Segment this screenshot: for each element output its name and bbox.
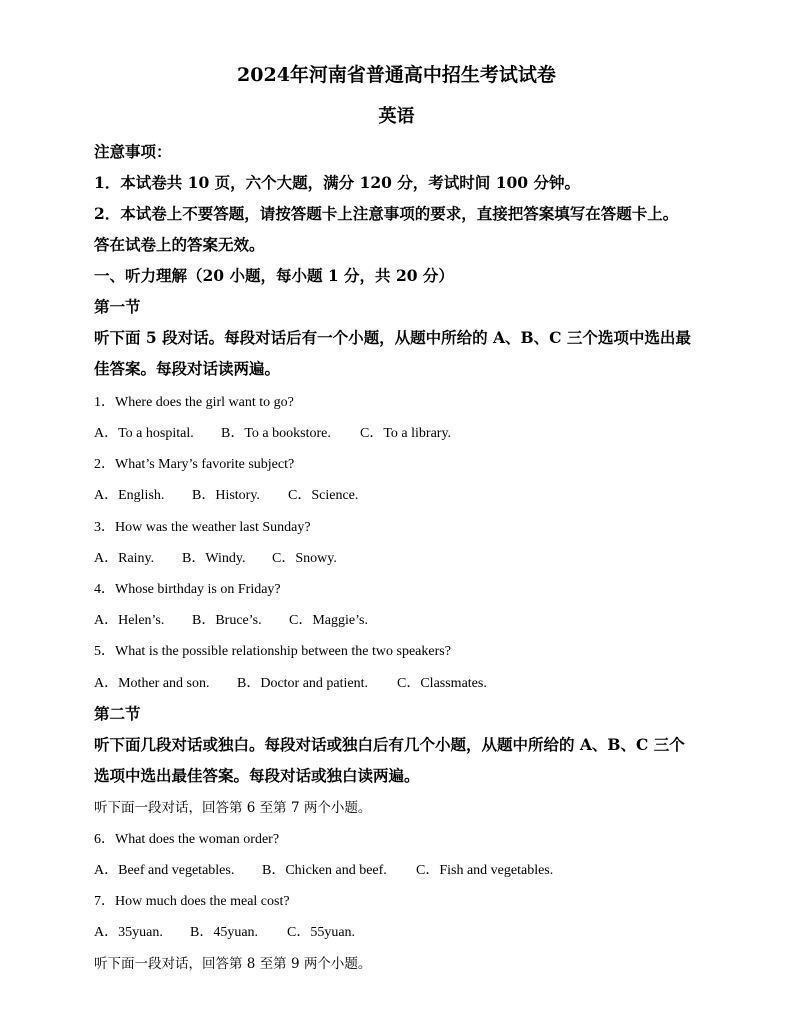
section1-instruction-line-1: 听下面 5 段对话。每段对话后有一个小题，从题中所给的 A、B、C 三个选项中选出最: [94, 328, 691, 347]
question-3-options: [94, 547, 337, 567]
option-b: B．Bruce’s.: [192, 613, 262, 628]
option-a: A．Mother and son.: [94, 676, 210, 691]
section2-heading: 第二节: [94, 704, 141, 723]
question-4: 4．Whose birthday is on Friday?: [94, 582, 281, 597]
option-a: A．35yuan.: [94, 925, 163, 940]
option-a: A．Beef and vegetables.: [94, 863, 235, 878]
question-5-options: [94, 672, 487, 692]
option-b: B．45yuan.: [190, 925, 259, 940]
option-b: B．Windy.: [182, 551, 246, 566]
option-c: C．Maggie’s.: [289, 613, 368, 628]
notice-item-1: 1．本试卷共 10 页，六个大题，满分 120 分，考试时间 100 分钟。: [94, 173, 580, 192]
option-c: C．55yuan.: [287, 925, 356, 940]
question-6: 6．What does the woman order?: [94, 832, 280, 847]
option-b: B．Doctor and patient.: [237, 676, 369, 691]
section2-note-1: 听下面一段对话，回答第 6 至第 7 两个小题。: [94, 800, 372, 816]
option-c: C．Snowy.: [272, 551, 337, 566]
option-b: B．To a bookstore.: [221, 426, 331, 441]
option-a: A．Rainy.: [94, 551, 155, 566]
section2-instruction-line-2: 选项中选出最佳答案。每段对话或独白读两遍。: [94, 766, 420, 785]
question-1-options: [94, 422, 451, 442]
exam-title: 2024年河南省普通高中招生考试试卷: [237, 64, 556, 86]
option-a: A．English.: [94, 488, 165, 503]
notice-heading: 注意事项：: [94, 142, 172, 161]
option-c: C．Classmates.: [397, 676, 487, 691]
section2-instruction-line-1: 听下面几段对话或独白。每段对话或独白后有几个小题，从题中所给的 A、B、C 三个: [94, 735, 685, 754]
section2-note-2: 听下面一段对话，回答第 8 至第 9 两个小题。: [94, 956, 372, 972]
section1-heading: 第一节: [94, 297, 141, 316]
option-a: A．Helen’s.: [94, 613, 165, 628]
option-a: A．To a hospital.: [94, 426, 194, 441]
option-b: B．Chicken and beef.: [262, 863, 387, 878]
option-c: C．To a library.: [360, 426, 452, 441]
question-5: 5．What is the possible relationship between the two speakers?: [94, 644, 451, 659]
question-7: 7．How much does the meal cost?: [94, 894, 290, 909]
question-2: 2．What’s Mary’s favorite subject?: [94, 457, 295, 472]
question-7-options: [94, 921, 355, 941]
exam-subject: 英语: [378, 106, 415, 127]
part1-heading: 一、听力理解（20 小题，每小题 1 分，共 20 分）: [94, 266, 454, 285]
option-c: C．Science.: [288, 488, 359, 503]
question-3: 3．How was the weather last Sunday?: [94, 520, 311, 535]
question-2-options: [94, 484, 358, 504]
question-6-options: [94, 859, 553, 879]
question-1: 1．Where does the girl want to go?: [94, 395, 294, 410]
section1-instruction-line-2: 佳答案。每段对话读两遍。: [94, 359, 281, 378]
notice-item-2-line-2: 答在试卷上的答案无效。: [94, 235, 265, 254]
option-b: B．History.: [192, 488, 260, 503]
notice-item-2-line-1: 2．本试卷上不要答题，请按答题卡上注意事项的要求，直接把答案填写在答题卡上。: [94, 204, 679, 223]
option-c: C．Fish and vegetables.: [416, 863, 554, 878]
question-4-options: [94, 609, 368, 629]
